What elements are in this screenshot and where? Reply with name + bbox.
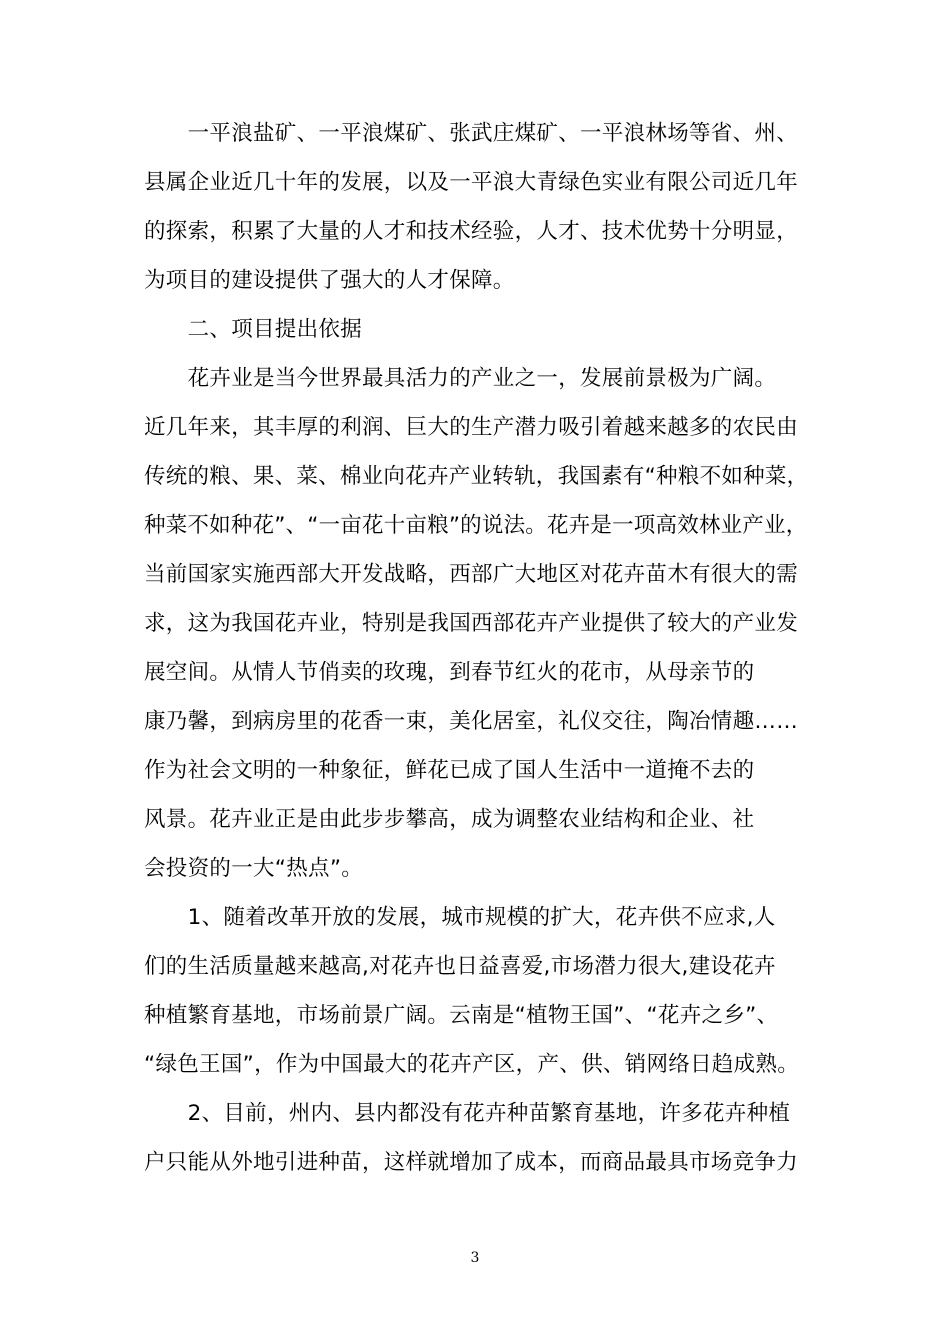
text-line: 会投资的一大“热点”。 [144, 856, 364, 881]
text-line: 1、随着改革开放的发展，城市规模的扩大，花卉供不应求,人 [144, 905, 776, 930]
text-line: 展空间。从情人节俏卖的玫瑰，到春节红火的花市，从母亲节的 [144, 660, 755, 685]
paragraph-flower-industry [144, 354, 808, 893]
text-line: 康乃馨，到病房里的花香一束，美化居室，礼仪交往，陶冶情趣…… [144, 709, 799, 734]
text-line: 传统的粮、果、菜、棉业向花卉产业转轨，我国素有“种粮不如种菜， [144, 464, 809, 489]
section-heading [144, 305, 808, 354]
text-line: 求，这为我国花卉业，特别是我国西部花卉产业提供了较大的产业发 [144, 611, 799, 636]
text-line: 种菜不如种花”、“一亩花十亩粮”的说法。花卉是一项高效林业产业， [144, 513, 808, 538]
text-line: 户只能从外地引进种苗，这样就增加了成本，而商品最具市场竞争力 [144, 1150, 799, 1175]
paragraph-point-1 [144, 893, 808, 1089]
paragraph-point-2 [144, 1089, 808, 1187]
text-line: 种植繁育基地，市场前景广阔。云南是“植物王国”、“花卉之乡”、 [144, 1003, 779, 1028]
text-line: 近几年来，其丰厚的利润、巨大的生产潜力吸引着越来越多的农民由 [144, 415, 799, 440]
text-line: 的探索，积累了大量的人才和技术经验，人才、技术优势十分明显， [144, 219, 799, 244]
text-line: 花卉业是当今世界最具活力的产业之一，发展前景极为广阔。 [144, 366, 777, 391]
text-line: 一平浪盐矿、一平浪煤矿、张武庄煤矿、一平浪林场等省、州、 [144, 121, 799, 146]
document-body [144, 109, 808, 1187]
section-heading-text: 二、项目提出依据 [144, 317, 363, 342]
text-line: 县属企业近几十年的发展，以及一平浪大青绿色实业有限公司近几年 [144, 170, 799, 195]
text-line: 为项目的建设提供了强大的人才保障。 [144, 268, 515, 293]
text-line: “绿色王国”，作为中国最大的花卉产区，产、供、销网络日趋成熟。 [144, 1052, 800, 1077]
text-line: 2、目前，州内、县内都没有花卉种苗繁育基地，许多花卉种植 [144, 1101, 791, 1126]
text-line: 当前国家实施西部大开发战略，西部广大地区对花卉苗木有很大的需 [144, 562, 799, 587]
paragraph-talent-advantage [144, 109, 808, 305]
text-line: 们的生活质量越来越高,对花卉也日益喜爱,市场潜力很大,建设花卉 [144, 954, 776, 979]
page-number: 3 [470, 1250, 480, 1266]
text-line: 风景。花卉业正是由此步步攀高，成为调整农业结构和企业、社 [144, 807, 755, 832]
text-line: 作为社会文明的一种象征，鲜花已成了国人生活中一道掩不去的 [144, 758, 755, 783]
